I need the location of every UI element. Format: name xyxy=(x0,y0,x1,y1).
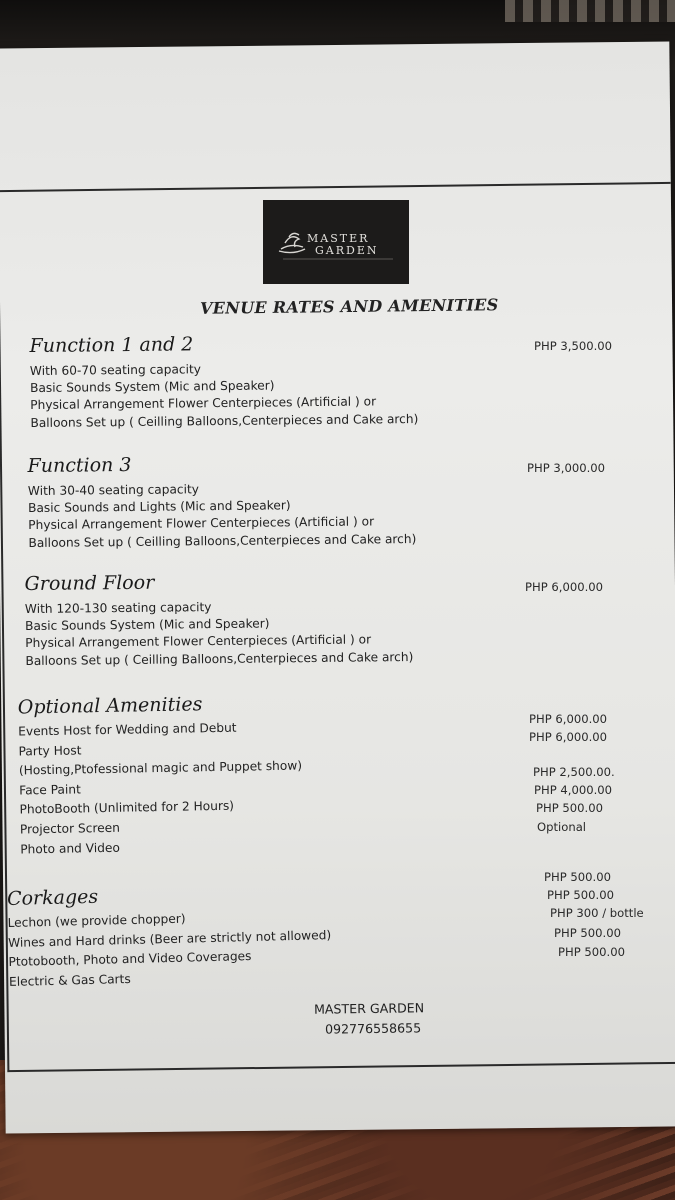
detail-line: Photo and Video xyxy=(20,840,120,857)
price-corkage: PHP 500.00 xyxy=(558,945,625,959)
price-optional: Optional xyxy=(537,820,587,834)
price-optional: PHP 4,000.00 xyxy=(534,783,613,797)
detail-line: Balloons Set up ( Ceilling Balloons,Centerpieces and Cake arch) xyxy=(25,649,414,668)
detail-line: PhotoBooth (Unlimited for 2 Hours) xyxy=(19,799,235,817)
detail-line: Face Paint xyxy=(19,782,81,798)
detail-line: Basic Sounds System (Mic and Speaker) xyxy=(29,378,275,396)
detail-line: Events Host for Wedding and Debut xyxy=(18,720,237,739)
logo-line-2: GARDEN xyxy=(315,244,379,257)
price-ground-floor: PHP 6,000.00 xyxy=(525,580,604,594)
section-heading: Optional Amenities xyxy=(17,693,203,719)
price-corkage: PHP 500.00 xyxy=(547,888,614,902)
detail-line: Electric & Gas Carts xyxy=(8,971,131,989)
section-optional-amenities xyxy=(18,692,304,860)
price-function-3: PHP 3,000.00 xyxy=(527,461,606,475)
logo-line-1: MASTER xyxy=(307,232,370,245)
detail-line: Physical Arrangement Flower Centerpieces (Artificial ) or xyxy=(28,514,375,533)
price-corkage: PHP 300 / bottle xyxy=(550,906,644,920)
detail-line: Party Host xyxy=(18,742,82,759)
detail-line: Physical Arrangement Flower Centerpieces (Artificial ) or xyxy=(30,394,377,413)
section-heading: Function 3 xyxy=(27,453,132,478)
detail-line: Balloons Set up ( Ceilling Balloons,Centerpieces and Cake arch) xyxy=(30,411,419,430)
detail-line: With 60-70 seating capacity xyxy=(29,362,202,379)
detail-line: Basic Sounds and Lights (Mic and Speaker) xyxy=(27,498,291,516)
footer-phone: 092776558655 xyxy=(324,1020,422,1037)
price-corkage: PHP 500.00 xyxy=(554,926,621,940)
section-function-3 xyxy=(28,451,417,552)
detail-line: Physical Arrangement Flower Centerpieces (Artificial ) or xyxy=(25,632,372,651)
section-function-1-2 xyxy=(30,331,419,432)
price-corkage: PHP 500.00 xyxy=(544,870,611,884)
detail-line: Lechon (we provide chopper) xyxy=(7,911,186,930)
detail-line: Projector Screen xyxy=(19,820,120,837)
price-optional: PHP 2,500.00. xyxy=(533,765,615,779)
detail-line: Balloons Set up ( Ceilling Balloons,Centerpieces and Cake arch) xyxy=(28,531,417,550)
detail-line: (Hosting,Ptofessional magic and Puppet show) xyxy=(18,758,303,778)
section-heading: Ground Floor xyxy=(24,571,155,596)
price-optional: PHP 6,000.00 xyxy=(529,730,608,744)
section-heading: Function 1 and 2 xyxy=(29,333,194,358)
section-corkages xyxy=(7,880,333,992)
swirl-icon xyxy=(279,233,305,252)
detail-line: Wines and Hard drinks (Beer are strictly not allowed) xyxy=(7,927,332,950)
section-heading: Corkages xyxy=(6,885,99,910)
footer-name: MASTER GARDEN xyxy=(313,1000,425,1017)
master-garden-logo xyxy=(263,200,409,284)
detail-line: Ptotobooth, Photo and Video Coverages xyxy=(8,949,252,970)
section-ground-floor xyxy=(25,569,414,670)
detail-line: With 30-40 seating capacity xyxy=(27,482,200,499)
detail-line: With 120-130 seating capacity xyxy=(24,600,212,617)
price-optional: PHP 500.00 xyxy=(536,801,603,815)
price-optional: PHP 6,000.00 xyxy=(529,712,608,726)
page-title: VENUE RATES AND AMENITIES xyxy=(199,295,499,318)
price-function-1-2: PHP 3,500.00 xyxy=(534,339,613,353)
detail-line: Basic Sounds System (Mic and Speaker) xyxy=(24,616,270,634)
